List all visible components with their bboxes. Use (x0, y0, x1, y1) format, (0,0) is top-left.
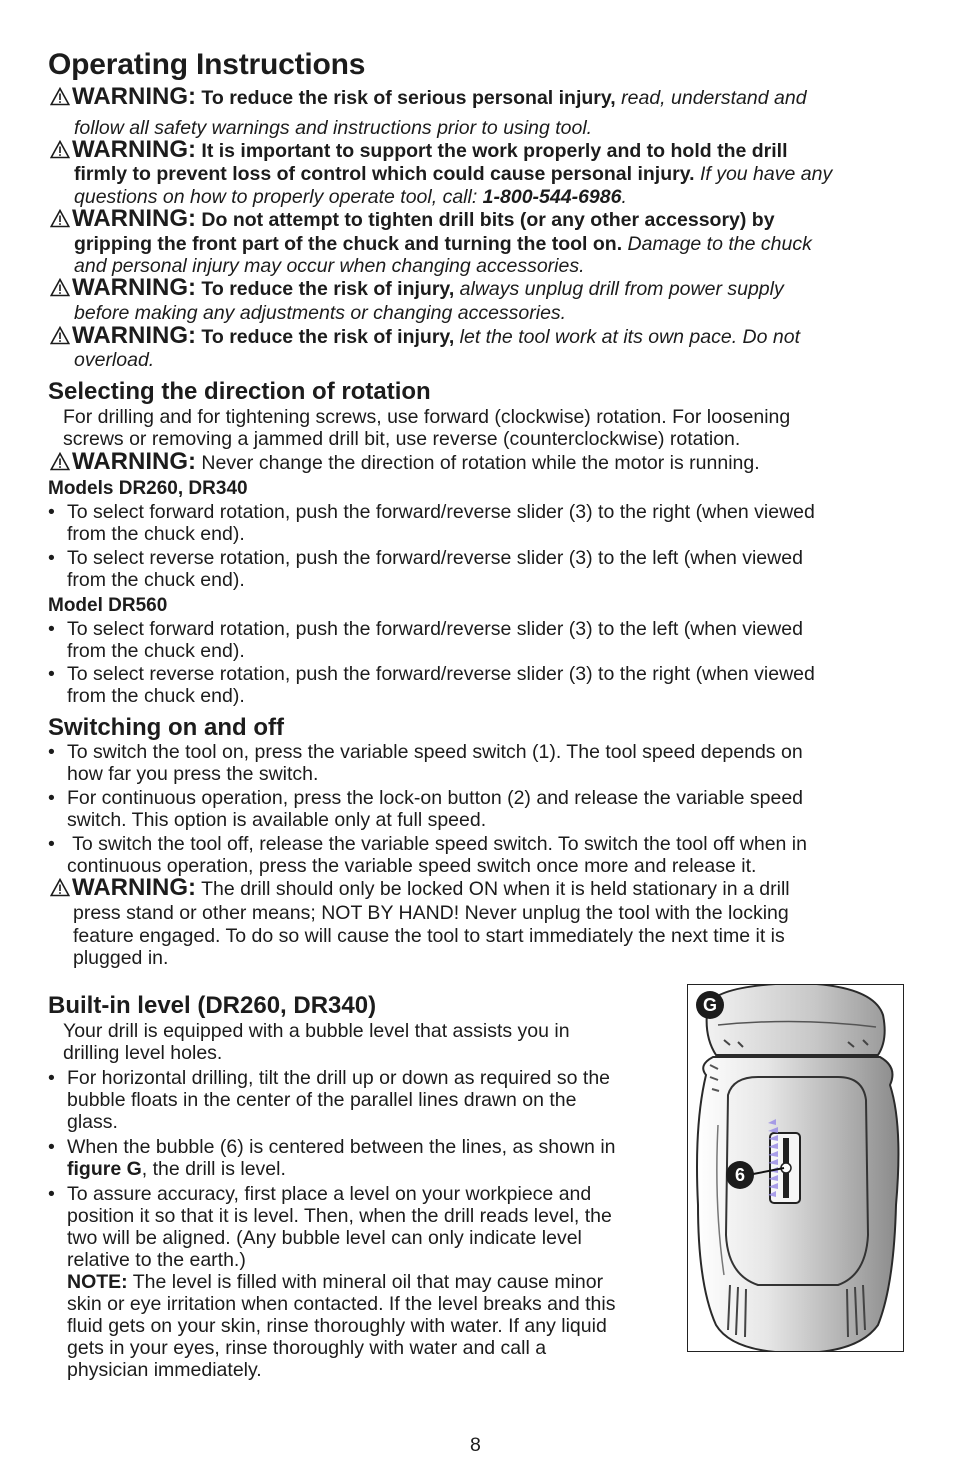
section-heading-rotation: Selecting the direction of rotation (48, 378, 431, 405)
warning-italic-text: questions on how to properly operate tool, call: (74, 186, 478, 208)
note-text: skin or eye irritation when contacted. If the level breaks and this (67, 1293, 616, 1315)
bullet-icon: • (48, 741, 55, 763)
warning-italic-text: always unplug drill from power supply (459, 278, 784, 300)
warning-label: WARNING: (72, 83, 196, 110)
phone-number: 1-800-544-6986 (482, 186, 622, 208)
warning-bold-text: To reduce the risk of serious personal injury, (201, 87, 616, 109)
list-item-text: glass. (67, 1111, 118, 1133)
list-item-text: relative to the earth.) (67, 1249, 246, 1271)
list-item-text: how far you press the switch. (67, 763, 319, 785)
section-heading-switching: Switching on and off (48, 714, 284, 741)
list-item (48, 1067, 697, 1133)
list-item-text: To switch the tool on, press the variable speed switch (1). The tool speed depends on (67, 741, 803, 763)
warning-italic-text: . (621, 186, 627, 208)
figure-g-drill-illustration (687, 984, 904, 1352)
note-text: gets in your eyes, rinse thoroughly with water and call a (67, 1337, 547, 1359)
warning-text: The drill should only be locked ON when it is held stationary in a drill (201, 878, 790, 900)
list-item-text: from the chuck end). (67, 685, 245, 707)
warning-bold-text: Do not attempt to tighten drill bits (or any other accessory) by (201, 209, 775, 231)
warning-continuation: plugged in. (73, 947, 169, 969)
warning-italic-text: read, understand and (621, 87, 807, 109)
warning-italic-text: and personal injury may occur when changing accessories. (74, 255, 585, 277)
note-paragraph (67, 1271, 697, 1293)
list-item-text: continuous operation, press the variable speed switch once more and release it. (67, 855, 757, 877)
warning-triangle-icon (50, 326, 70, 350)
figure-letter-badge: G (696, 991, 724, 1019)
page-number: 8 (470, 1434, 481, 1456)
bullet-icon: • (48, 833, 55, 855)
warning-triangle-icon (50, 878, 70, 902)
list-item (48, 741, 947, 785)
paragraph-line: screws or removing a jammed drill bit, use reverse (counterclockwise) rotation. (63, 428, 741, 450)
warning-block (50, 874, 930, 902)
bullet-icon: • (48, 547, 55, 569)
warning-label: WARNING: (72, 874, 196, 901)
warning-continuation (74, 302, 566, 324)
list-item-text: from the chuck end). (67, 569, 245, 591)
list-item (48, 1136, 697, 1180)
warning-text: Never change the direction of rotation while the motor is running. (201, 452, 760, 474)
warning-block (50, 83, 920, 111)
bullet-icon: • (48, 1183, 55, 1205)
list-item-text: To select reverse rotation, push the forward/reverse slider (3) to the left (when viewed (67, 547, 803, 569)
warning-block (50, 448, 930, 476)
note-text: physician immediately. (67, 1359, 262, 1381)
warning-label: WARNING: (72, 205, 196, 232)
warning-italic-text: let the tool work at its own pace. Do not (459, 326, 801, 348)
warning-bold-text: To reduce the risk of injury, (201, 278, 455, 300)
drill-drawing (688, 985, 904, 1352)
note-text: The level is filled with mineral oil that may cause minor (127, 1271, 604, 1293)
warning-bold-text: firmly to prevent loss of control which could cause personal injury. (74, 163, 695, 185)
warning-triangle-icon (50, 87, 70, 111)
bullet-icon: • (48, 1136, 55, 1158)
bullet-icon: • (48, 663, 55, 685)
page-title: Operating Instructions (48, 48, 366, 81)
list-item-text: To assure accuracy, first place a level on your workpiece and (67, 1183, 592, 1205)
list-item (48, 501, 947, 545)
callout-number-badge: 6 (726, 1161, 754, 1189)
model-subheading: Models DR260, DR340 (48, 478, 248, 499)
warning-continuation: feature engaged. To do so will cause the tool to start immediately the next time it is (73, 925, 785, 947)
list-item-text: two will be aligned. (Any bubble level can only indicate level (67, 1227, 582, 1249)
warning-italic-text: overload. (74, 349, 155, 371)
figure-reference: figure G (67, 1158, 142, 1180)
bullet-icon: • (48, 618, 55, 640)
note-text: fluid gets on your skin, rinse thoroughly with water. If any liquid (67, 1315, 607, 1337)
warning-block (50, 136, 930, 164)
warning-continuation (74, 163, 934, 185)
section-heading-level: Built-in level (DR260, DR340) (48, 992, 377, 1019)
warning-triangle-icon (50, 140, 70, 164)
list-item (48, 663, 947, 707)
list-item (48, 833, 947, 877)
warning-continuation (74, 233, 934, 255)
list-item-text: To select forward rotation, push the forward/reverse slider (3) to the left (when viewed (67, 618, 803, 640)
warning-triangle-icon (50, 209, 70, 233)
list-item (48, 547, 947, 591)
list-item-text: To switch the tool off, release the variable speed switch. To switch the tool off when in (67, 833, 807, 855)
warning-block (50, 322, 930, 350)
warning-triangle-icon (50, 452, 70, 476)
warning-continuation (74, 349, 154, 371)
paragraph-line: drilling level holes. (63, 1042, 223, 1064)
warning-continuation: press stand or other means; NOT BY HAND! Never unplug the tool with the locking (73, 902, 789, 924)
warning-label: WARNING: (72, 136, 196, 163)
list-item-text: , the drill is level. (141, 1158, 286, 1180)
list-item (48, 1183, 697, 1381)
warning-italic-text: follow all safety warnings and instructions prior to using tool. (74, 117, 593, 139)
list-item-text: from the chuck end). (67, 523, 245, 545)
list-item-text (67, 1158, 697, 1180)
warning-italic-text: Damage to the chuck (627, 233, 812, 255)
list-item-text: To select reverse rotation, push the forward/reverse slider (3) to the right (when viewed (67, 663, 815, 685)
list-item-text: switch. This option is available only at full speed. (67, 809, 487, 831)
warning-block (50, 205, 930, 233)
list-item-text: For continuous operation, press the lock-on button (2) and release the variable speed (67, 787, 804, 809)
bullet-icon: • (48, 501, 55, 523)
paragraph-line: Your drill is equipped with a bubble level that assists you in (63, 1020, 570, 1042)
warning-bold-text: To reduce the risk of injury, (201, 326, 455, 348)
list-item-text: When the bubble (6) is centered between the lines, as shown in (67, 1136, 616, 1158)
warning-italic-text: before making any adjustments or changing accessories. (74, 302, 567, 324)
note-label: NOTE: (67, 1271, 128, 1293)
list-item-text: To select forward rotation, push the forward/reverse slider (3) to the right (when viewed (67, 501, 815, 523)
list-item-text: For horizontal drilling, tilt the drill up or down as required so the (67, 1067, 611, 1089)
list-item-text: position it so that it is level. Then, when the drill reads level, the (67, 1205, 612, 1227)
warning-bold-text: It is important to support the work properly and to hold the drill (201, 140, 788, 162)
model-subheading: Model DR560 (48, 595, 168, 616)
warning-label: WARNING: (72, 274, 196, 301)
warning-label: WARNING: (72, 322, 196, 349)
paragraph-line: For drilling and for tightening screws, use forward (clockwise) rotation. For loosening (63, 406, 791, 428)
list-item-text: from the chuck end). (67, 640, 245, 662)
warning-bold-text: gripping the front part of the chuck and turning the tool on. (74, 233, 623, 255)
warning-label: WARNING: (72, 448, 196, 475)
list-item-text: bubble floats in the center of the parallel lines drawn on the (67, 1089, 577, 1111)
warning-italic-text: If you have any (699, 163, 833, 185)
list-item (48, 787, 947, 831)
bullet-icon: • (48, 1067, 55, 1089)
warning-triangle-icon (50, 278, 70, 302)
list-item (48, 618, 947, 662)
bullet-icon: • (48, 787, 55, 809)
warning-block (50, 274, 930, 302)
